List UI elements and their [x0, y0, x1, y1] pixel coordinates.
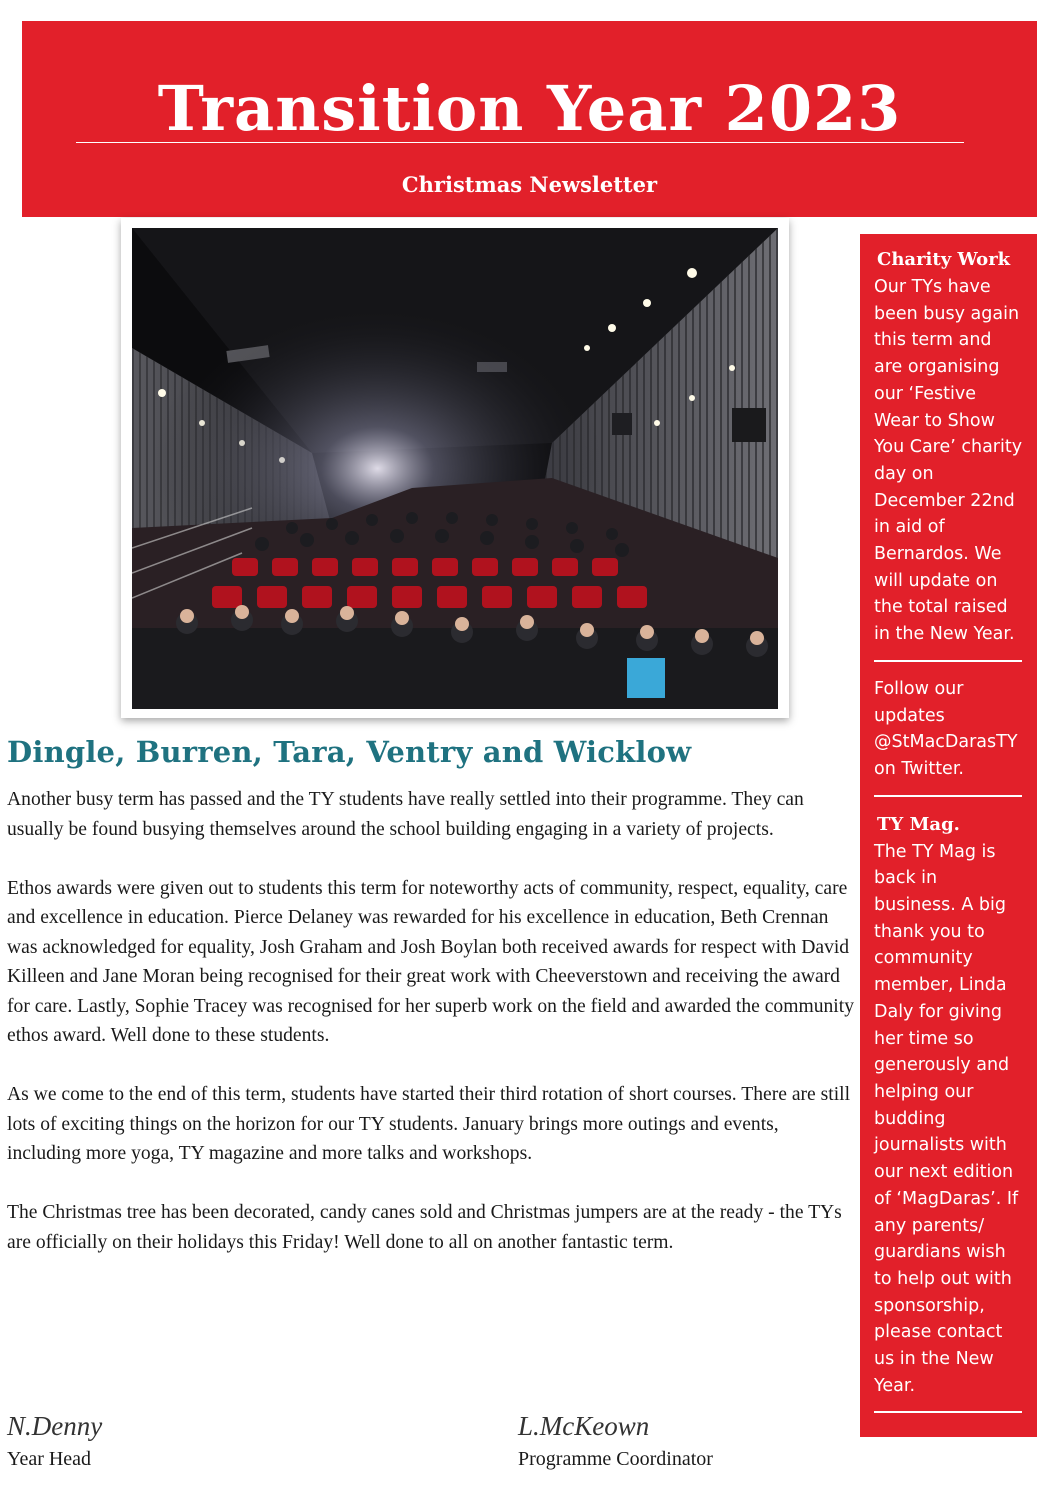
cinema-photo-frame: [121, 218, 789, 718]
charity-heading: Charity Work: [877, 249, 1011, 270]
article-paragraph: As we come to the end of this term, students have started their third rotation of short courses. There are still lots of exciting things on the horizon for our TY students. January brings more outings and events, including more yoga, TY magazine and more talks and workshops.: [7, 1084, 851, 1164]
signature-script: L.McKeown: [518, 1411, 650, 1441]
sidebar-divider: [874, 660, 1022, 662]
sidebar-divider: [874, 1411, 1022, 1413]
signature-role: Programme Coordinator: [518, 1448, 713, 1470]
sidebar-content: [874, 246, 1024, 1427]
article-paragraph: Ethos awards were given out to students this term for noteworthy acts of community, respect, equality, care and excellence in education. Pierce Delaney was rewarded for his excellence in education, Beth Crennan was acknowledged for equality, Josh Graham and Josh Boylan both received awards for respect with David Killeen and Jane Moran being recognised for their great work with Cheeverstown and receiving the award for care. Lastly, Sophie Tracey was recognised for her superb work on the field and awarded the community ethos award. Well done to these students.: [7, 877, 854, 1046]
article-paragraph: The Christmas tree has been decorated, candy canes sold and Christmas jumpers are at the ready - the TYs are officially on their holidays this Friday! Well done to all on another fantastic term.: [7, 1202, 842, 1253]
sidebar-divider: [874, 795, 1022, 797]
signature-role: Year Head: [7, 1448, 92, 1470]
signature-coordinator: [518, 1410, 713, 1472]
mag-heading: TY Mag.: [877, 813, 960, 835]
mag-text: The TY Mag is back in business. A big thank you to community member, Linda Daly for giving her time so generously and helping our budding journalists with our next edition of ‘MagDaras’. If any parents/ guardians wish to help out with sponsorship, please contact us in the New Year.: [874, 841, 1019, 1396]
article-body: [7, 785, 857, 1287]
signature-script: N.Denny: [7, 1411, 103, 1441]
sidebar: [860, 234, 1037, 1437]
newsletter-masthead: [22, 21, 1037, 217]
twitter-follow-text: Follow our updates @StMacDarasTY on Twitter.: [874, 678, 1018, 779]
cinema-photo: [132, 228, 778, 709]
article-paragraph: Another busy term has passed and the TY students have really settled into their programme. They can usually be found busying themselves around the school building engaging in a variety of projects.: [7, 789, 804, 840]
newsletter-title: Transition Year 2023: [157, 72, 902, 145]
cinema-photo-illustration: [132, 228, 778, 709]
masthead-divider: [76, 142, 964, 143]
charity-text: Our TYs have been busy again this term and are organising our ‘Festive Wear to Show You Care’ charity day on December 22nd in aid of Bernardos. We will update on the total raised in the New Year.: [874, 277, 1023, 645]
signature-year-head: [7, 1410, 102, 1472]
newsletter-subtitle: Christmas Newsletter: [401, 172, 658, 197]
article-headline: Dingle, Burren, Tara, Ventry and Wicklow: [7, 735, 692, 769]
